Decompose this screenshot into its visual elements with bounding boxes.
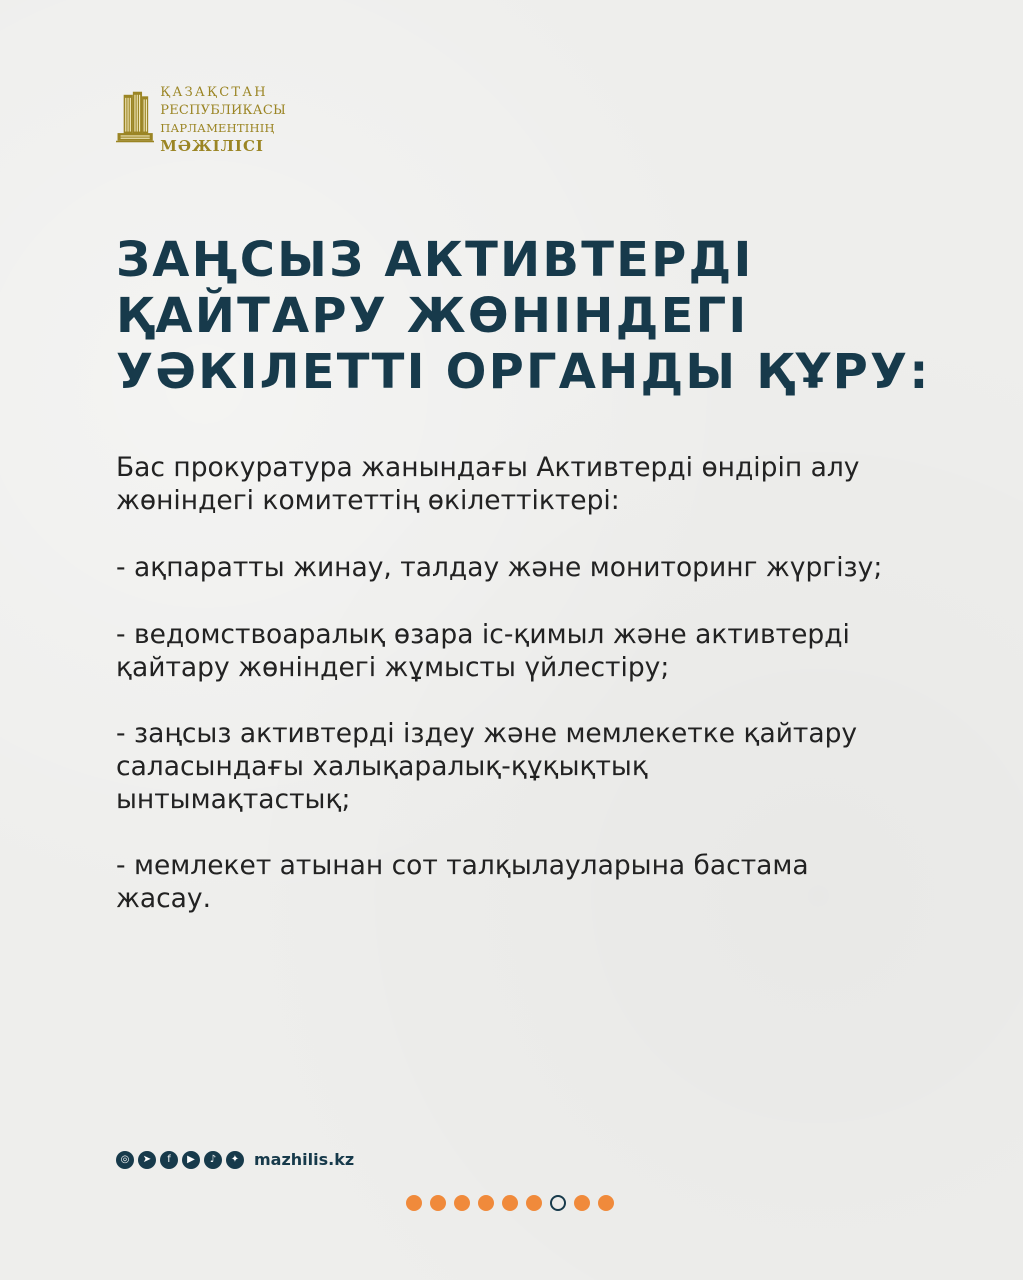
pager-dot-2[interactable] <box>430 1195 446 1211</box>
body-content <box>116 451 936 915</box>
twitter-icon[interactable]: ✦ <box>226 1151 244 1169</box>
item-3-line-1: - заңсыз активтерді іздеу және мемлекетке қайтару <box>116 718 858 749</box>
pager-dot-6[interactable] <box>526 1195 542 1211</box>
list-item <box>116 551 936 584</box>
title-line-1: ЗАҢСЫЗ АКТИВТЕРДІ <box>116 232 754 288</box>
pager-dot-5[interactable] <box>502 1195 518 1211</box>
item-1-line-1: - ақпаратты жинау, талдау және мониторинг жүргізу; <box>116 552 883 583</box>
item-3-line-3: ынтымақтастық; <box>116 784 351 815</box>
pager-dot-8[interactable] <box>574 1195 590 1211</box>
list-item <box>116 717 936 816</box>
logo-line-parliament: ПАРЛАМЕНТІНІҢ <box>160 121 275 135</box>
logo-line-republic: РЕСПУБЛИКАСЫ <box>160 103 286 118</box>
pager-dot-7[interactable] <box>550 1195 566 1211</box>
item-4-line-1: - мемлекет атынан сот талқылауларына бастама <box>116 850 809 881</box>
website-link[interactable]: mazhilis.kz <box>254 1150 355 1169</box>
parliament-building-icon <box>116 82 154 152</box>
title-line-2: ҚАЙТАРУ ЖӨНІНДЕГІ <box>116 288 749 344</box>
logo-line-mazhilis: МӘЖІЛІСІ <box>160 136 264 155</box>
instagram-icon[interactable]: ◎ <box>116 1151 134 1169</box>
pager-dot-3[interactable] <box>454 1195 470 1211</box>
pager-dot-1[interactable] <box>406 1195 422 1211</box>
footer-links <box>116 1150 354 1169</box>
intro-paragraph <box>116 451 936 517</box>
list-item <box>116 618 936 684</box>
facebook-icon[interactable]: f <box>160 1151 178 1169</box>
logo-line-kazakhstan: ҚАЗАҚСТАН <box>160 85 268 100</box>
item-4-line-2: жасау. <box>116 883 212 914</box>
intro-line-2: жөніндегі комитеттің өкілеттіктері: <box>116 485 620 516</box>
title-line-3: УӘКІЛЕТТІ ОРГАНДЫ ҚҰРУ: <box>116 344 931 400</box>
list-item <box>116 849 936 915</box>
carousel-pager <box>406 1195 614 1211</box>
item-2-line-1: - ведомствоаралық өзара іс-қимыл және активтерді <box>116 619 850 650</box>
pager-dot-4[interactable] <box>478 1195 494 1211</box>
item-3-line-2: саласындағы халықаралық-құқықтық <box>116 751 648 782</box>
youtube-icon[interactable]: ▶ <box>182 1151 200 1169</box>
logo-text <box>160 82 286 154</box>
mazhilis-logo <box>116 82 286 154</box>
intro-line-1: Бас прокуратура жанындағы Активтерді өндіріп алу <box>116 452 860 483</box>
telegram-icon[interactable]: ➤ <box>138 1151 156 1169</box>
tiktok-icon[interactable]: ♪ <box>204 1151 222 1169</box>
pager-dot-9[interactable] <box>598 1195 614 1211</box>
page-title <box>116 232 946 400</box>
item-2-line-2: қайтару жөніндегі жұмысты үйлестіру; <box>116 652 670 683</box>
